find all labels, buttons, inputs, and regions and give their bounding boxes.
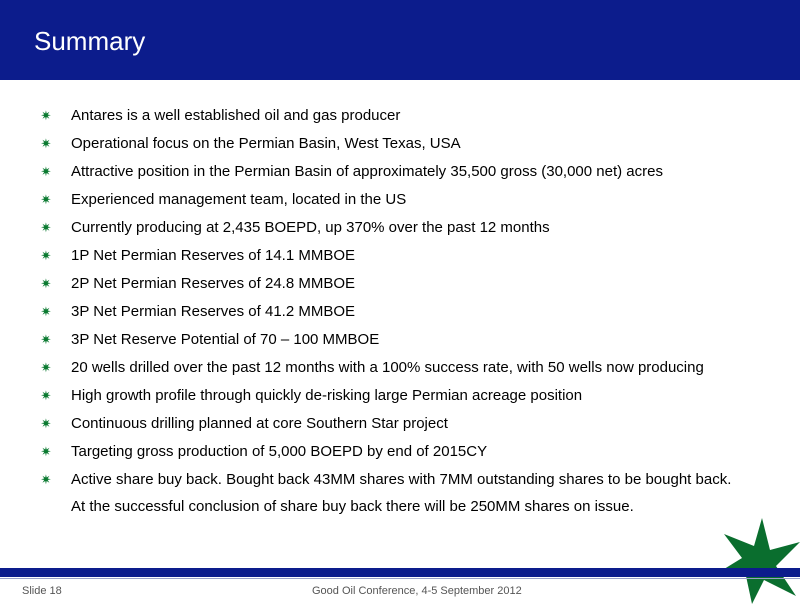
- slide-number: Slide 18: [22, 585, 62, 597]
- footer-band: [0, 568, 800, 577]
- star-bullet-icon: ✷: [40, 164, 52, 179]
- bullet-item: [0, 326, 800, 354]
- bullet-text: 2P Net Permian Reserves of 24.8 MMBOE: [71, 275, 356, 292]
- bullet-text: Antares is a well established oil and gas producer: [71, 107, 401, 124]
- star-bullet-icon: ✷: [40, 108, 52, 123]
- bullet-item: [0, 270, 800, 298]
- footer-event-label: Good Oil Conference, 4-5 September 2012: [312, 585, 522, 597]
- bullet-item: [0, 382, 800, 410]
- bullet-item: [0, 214, 800, 242]
- star-bullet-icon: ✷: [40, 276, 52, 291]
- star-bullet-icon: ✷: [40, 220, 52, 235]
- bullet-text: Currently producing at 2,435 BOEPD, up 370% over the past 12 months: [71, 219, 550, 236]
- bullet-text: Active share buy back. Bought back 43MM shares with 7MM outstanding shares to be bought back.: [71, 471, 732, 488]
- bullet-text: Attractive position in the Permian Basin of approximately 35,500 gross (30,000 net) acres: [71, 163, 663, 180]
- bullet-item: [0, 102, 800, 130]
- bullet-text: 3P Net Permian Reserves of 41.2 MMBOE: [71, 303, 356, 320]
- star-bullet-icon: ✷: [40, 304, 52, 319]
- bullet-text: 20 wells drilled over the past 12 months with a 100% success rate, with 50 wells now producing: [71, 359, 704, 376]
- bullet-item: [0, 466, 800, 494]
- bullet-item: [0, 130, 800, 158]
- bullet-item: [0, 354, 800, 382]
- bullet-text: High growth profile through quickly de-risking large Permian acreage position: [71, 387, 583, 404]
- star-bullet-icon: ✷: [40, 360, 52, 375]
- bullet-item: [0, 298, 800, 326]
- star-bullet-icon: ✷: [40, 472, 52, 487]
- star-bullet-icon: ✷: [40, 444, 52, 459]
- bullet-text: 3P Net Reserve Potential of 70 – 100 MMBOE: [71, 331, 380, 348]
- star-bullet-icon: ✷: [40, 248, 52, 263]
- bullet-item: [0, 158, 800, 186]
- title-bar: [0, 0, 800, 80]
- star-bullet-icon: ✷: [40, 416, 52, 431]
- bullet-text: Operational focus on the Permian Basin, West Texas, USA: [71, 135, 461, 152]
- slide-title: Summary: [34, 26, 146, 56]
- footer-divider: [0, 578, 800, 579]
- green-star-logo-icon: [712, 514, 800, 604]
- bullet-item: [0, 438, 800, 466]
- bullet-item: [0, 186, 800, 214]
- bullet-item: [0, 242, 800, 270]
- bullet-item: [0, 410, 800, 438]
- bullet-text: Continuous drilling planned at core Southern Star project: [71, 415, 448, 432]
- bullet-text: Targeting gross production of 5,000 BOEPD by end of 2015CY: [71, 443, 488, 460]
- bullet-text: Experienced management team, located in the US: [71, 191, 407, 208]
- star-bullet-icon: ✷: [40, 332, 52, 347]
- star-bullet-icon: ✷: [40, 136, 52, 151]
- bullet-continuation-text: At the successful conclusion of share buy back there will be 250MM shares on issue.: [71, 498, 634, 515]
- star-bullet-icon: ✷: [40, 388, 52, 403]
- star-bullet-icon: ✷: [40, 192, 52, 207]
- bullet-text: 1P Net Permian Reserves of 14.1 MMBOE: [71, 247, 356, 264]
- bullet-list: [0, 102, 800, 494]
